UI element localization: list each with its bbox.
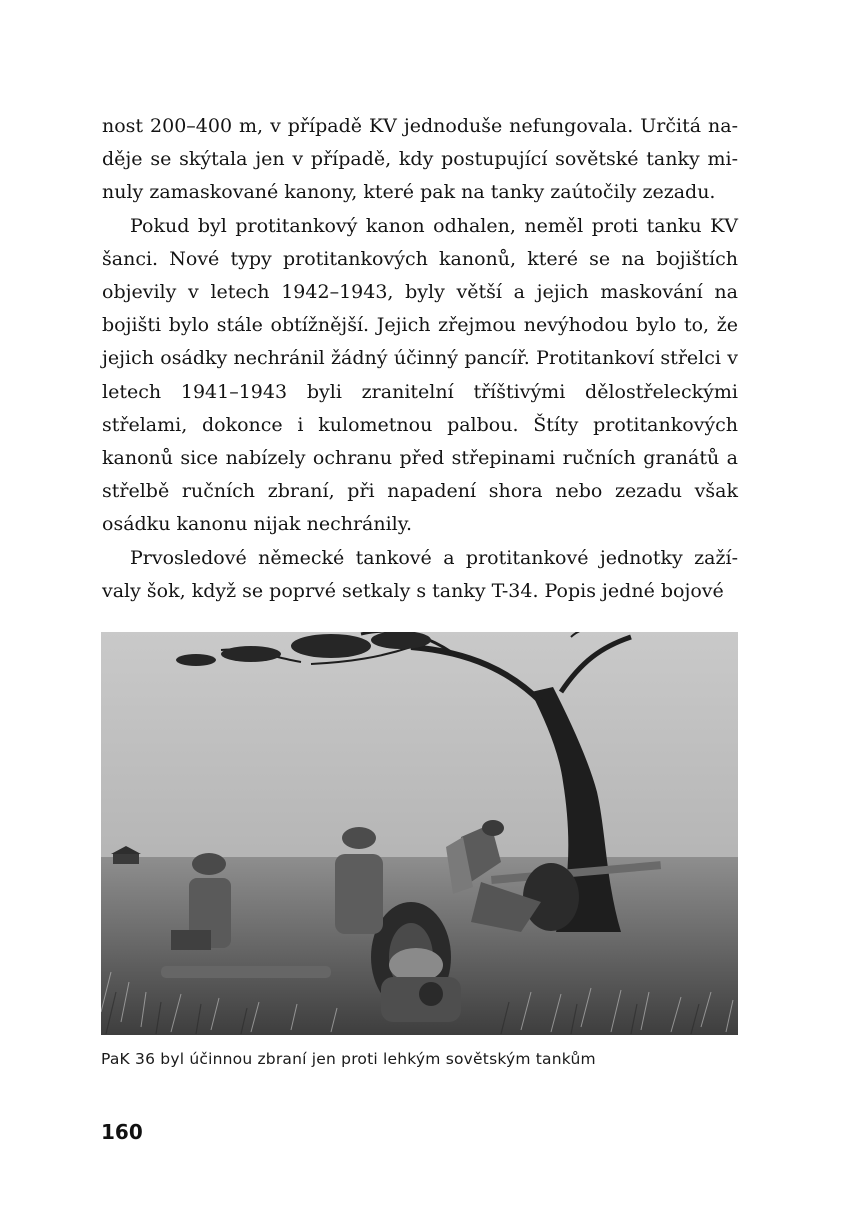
photo-caption: PaK 36 byl účinnou zbraní jen proti lehkým sovětským tankům — [101, 1050, 596, 1068]
soldier-behind-gun — [482, 820, 504, 836]
page-number: 160 — [101, 1120, 143, 1144]
photo-illustration — [101, 632, 738, 1035]
paragraph-3: Prvosledové německé tankové a protitankové jednotky zažívaly šok, když se poprvé setkaly s tanky T-34. Popis jedné bojové — [102, 546, 738, 602]
ammunition-tube — [161, 966, 331, 978]
sky — [101, 632, 738, 864]
paragraph-1: nost 200–400 m, v případě KV jednoduše nefungovala. Určitá naděje se skýtala jen v případě, kdy postupující sovětské tanky minuly zamaskované kanony, které pak na tanky zaútočily zezadu. — [102, 115, 738, 204]
body-text — [102, 110, 738, 608]
photograph-antitank-gun-crew — [101, 632, 738, 1035]
paragraph-2: Pokud byl protitankový kanon odhalen, neměl proti tanku KV šanci. Nové typy protitankových kanonů, které se na bojištích objevily v letech 1942–1943, byly větší a jejich maskování na bojišti bylo stále obtížnější. Jejich zřejmou nevýhodou bylo to, že jejich osádky nechránil žádný účinný pancíř. Protitankoví střelci v letech 1941–1943 byli zranitelní tříštivými dělostřeleckými střelami, dokonce i kulometnou palbou. Štíty protitankových kanonů sice nabízely ochranu před střepinami ručních granátů a střelbě ručních zbraní, při napadení shora nebo zezadu však osádku kanonu nijak nechránily. — [102, 214, 738, 536]
